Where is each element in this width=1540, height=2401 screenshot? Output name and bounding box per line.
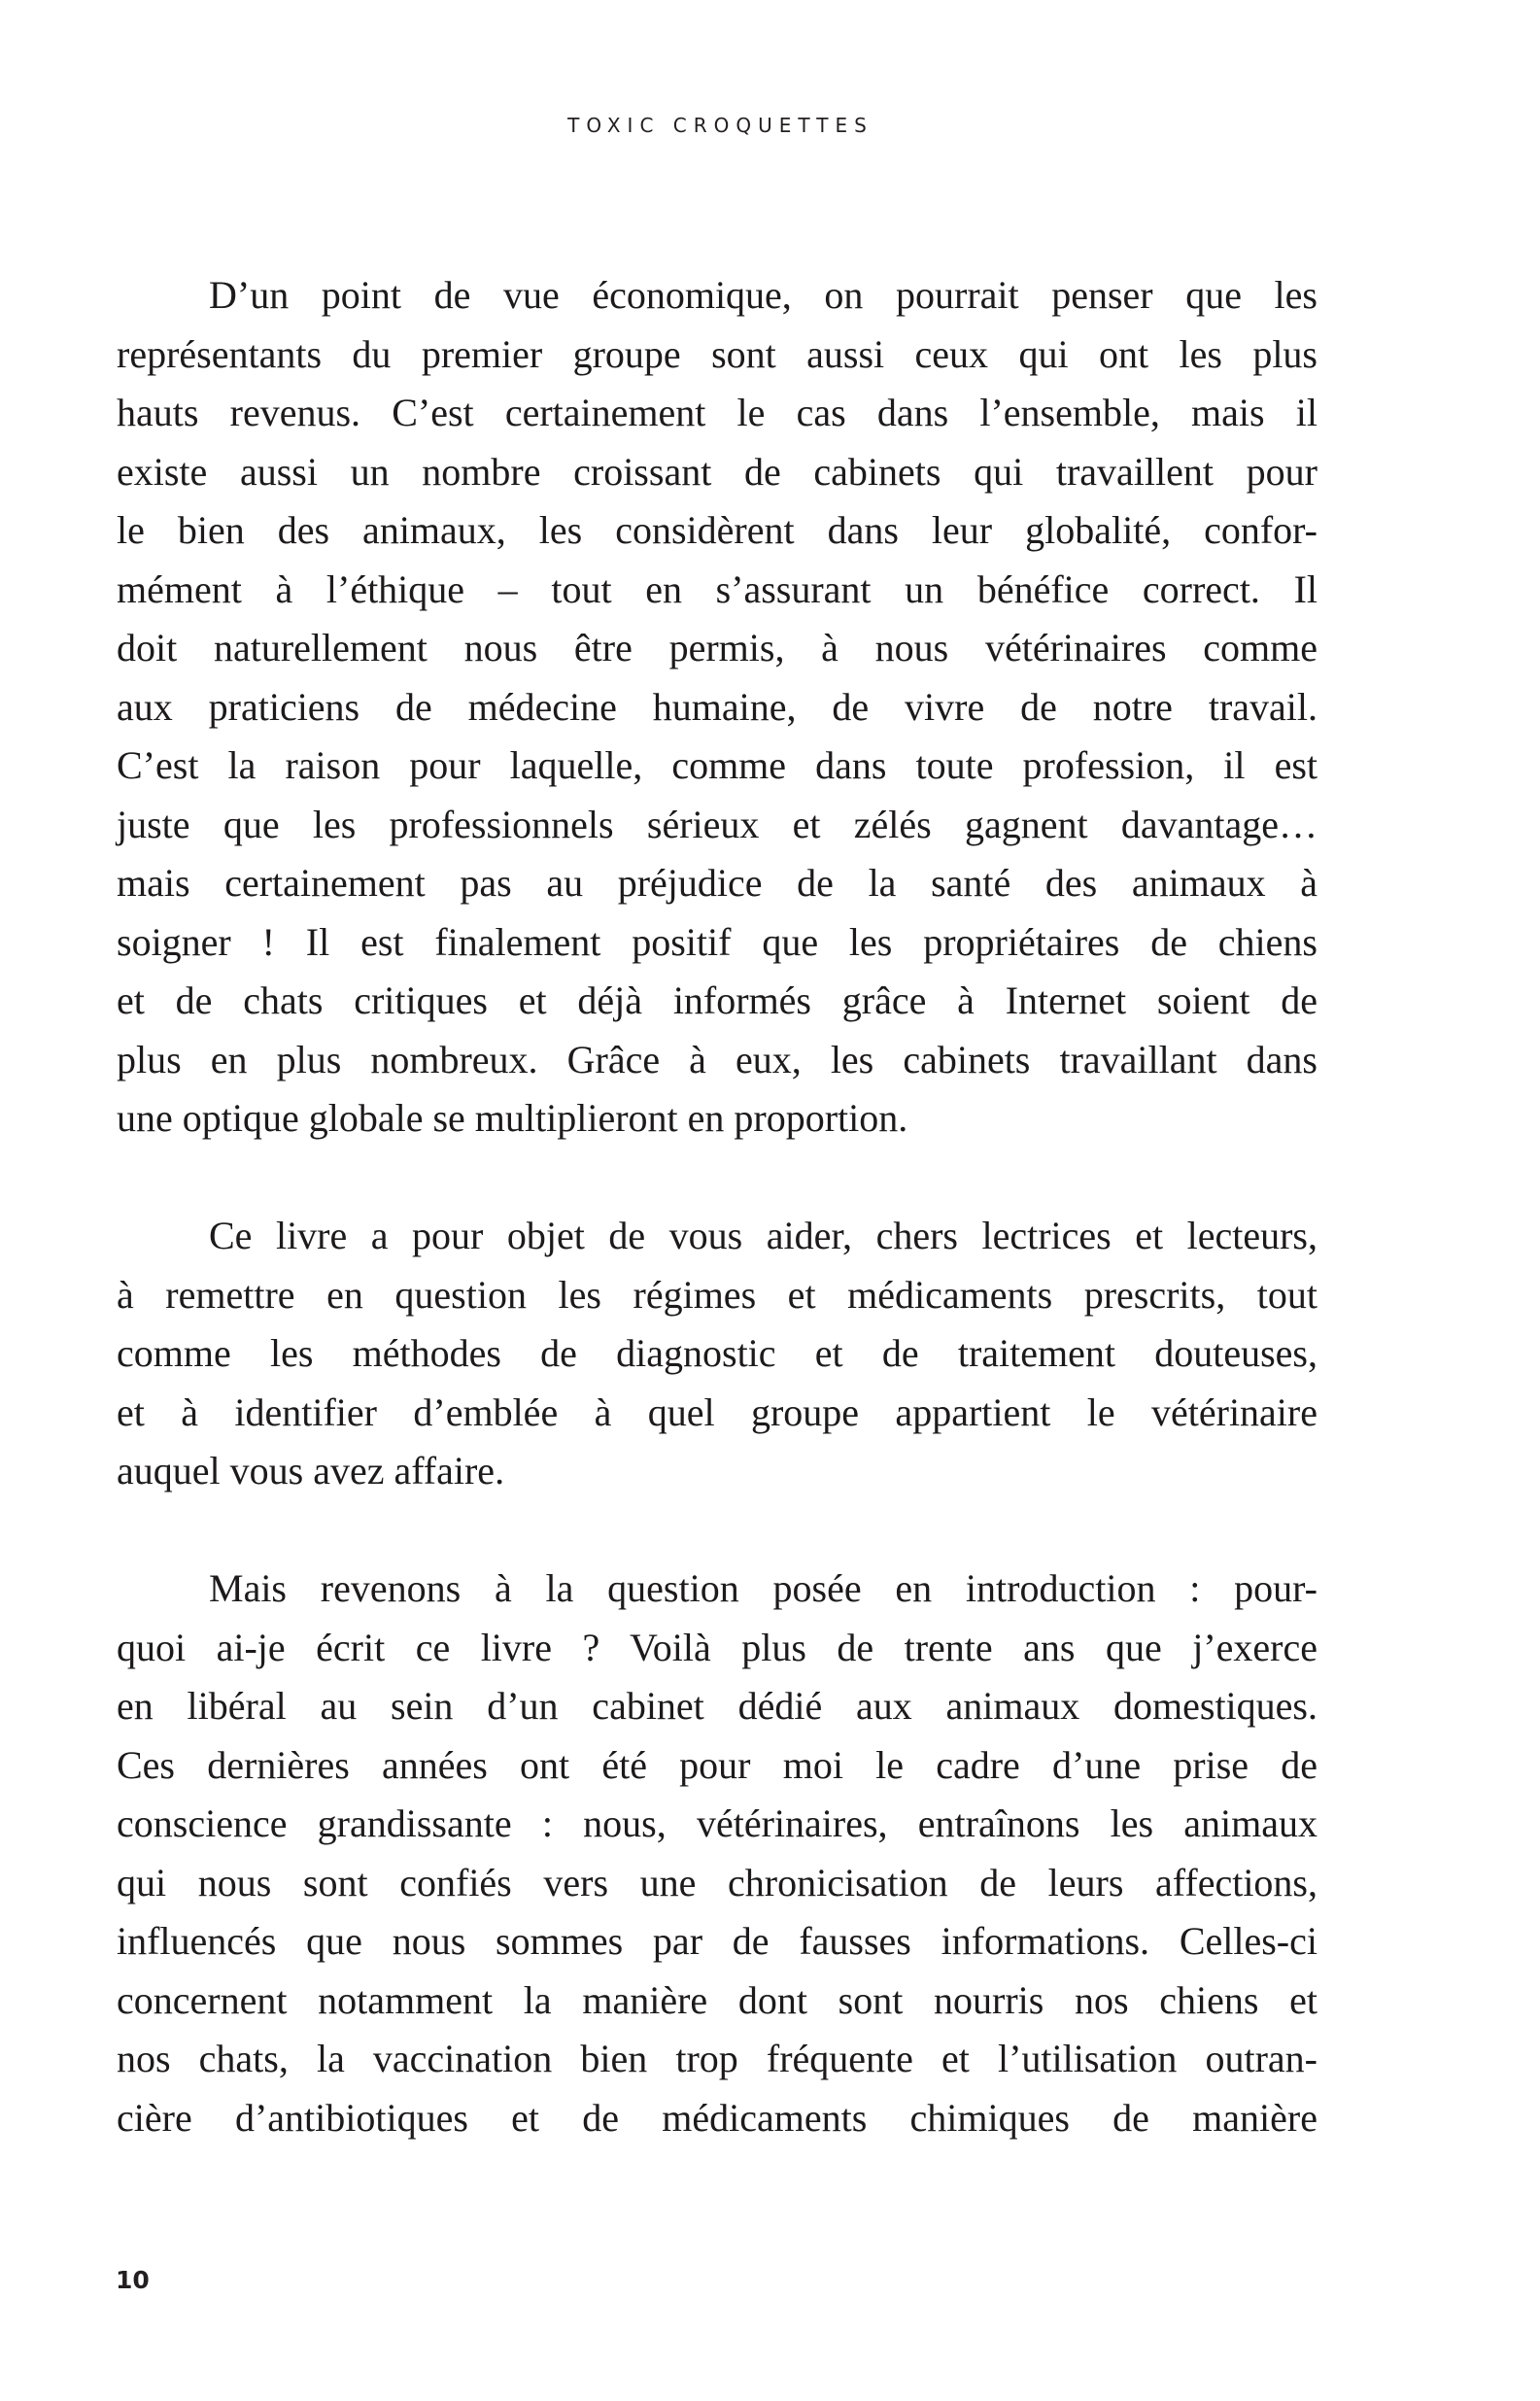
- paragraph: [117, 266, 1318, 1149]
- text-line: quoi ai-je écrit ce livre ? Voilà plus de trente ans que j’exerce: [117, 1625, 1318, 1669]
- text-line: soigner ! Il est finalement positif que les propriétaires de chiens: [117, 919, 1318, 964]
- text-line: doit naturellement nous être permis, à nous vétérinaires comme: [117, 626, 1318, 669]
- text-line: et de chats critiques et déjà informés grâce à Internet soient de: [117, 978, 1318, 1022]
- text-line: auquel vous avez affaire.: [117, 1449, 505, 1492]
- text-line: le bien des animaux, les considèrent dans leur globalité, confor-: [117, 508, 1318, 552]
- text-line: représentants du premier groupe sont aussi ceux qui ont les plus: [117, 331, 1318, 376]
- text-line: conscience grandissante : nous, vétérinaires, entraînons les animaux: [117, 1801, 1318, 1845]
- text-line: mais certainement pas au préjudice de la santé des animaux à: [117, 861, 1318, 905]
- text-line: existe aussi un nombre croissant de cabinets qui travaillent pour: [117, 449, 1318, 494]
- text-line: qui nous sont confiés vers une chronicisation de leurs affections,: [117, 1860, 1318, 1904]
- text-line: concernent notamment la manière dont sont nourris nos chiens et: [117, 1977, 1318, 2022]
- text-line: cière d’antibiotiques et de médicaments chimiques de manière: [117, 2095, 1318, 2140]
- text-line: C’est la raison pour laquelle, comme dans toute profession, il est: [117, 743, 1318, 787]
- text-line: Mais revenons à la question posée en introduction : pour-: [209, 1566, 1318, 1610]
- text-line: une optique globale se multiplieront en proportion.: [117, 1096, 908, 1140]
- running-header: TOXIC CROQUETTES: [567, 114, 873, 137]
- text-line: Ce livre a pour objet de vous aider, chers lectrices et lecteurs,: [209, 1214, 1318, 1257]
- text-line: hauts revenus. C’est certainement le cas dans l’ensemble, mais il: [117, 391, 1318, 434]
- text-line: à remettre en question les régimes et médicaments prescrits, tout: [117, 1272, 1318, 1317]
- text-line: Ces dernières années ont été pour moi le cadre d’une prise de: [117, 1742, 1318, 1787]
- paragraph: [117, 1560, 1318, 2147]
- text-line: D’un point de vue économique, on pourrait penser que les: [209, 273, 1318, 317]
- paragraph: [117, 1207, 1318, 1501]
- text-line: nos chats, la vaccination bien trop fréquente et l’utilisation outran-: [117, 2037, 1318, 2080]
- text-line: influencés que nous sommes par de fausses informations. Celles-ci: [117, 1919, 1318, 1963]
- body-text: [117, 266, 1318, 2207]
- text-line: aux praticiens de médecine humaine, de vivre de notre travail.: [117, 684, 1318, 729]
- text-line: juste que les professionnels sérieux et zélés gagnent davantage…: [117, 802, 1318, 846]
- text-line: comme les méthodes de diagnostic et de traitement douteuses,: [117, 1331, 1318, 1375]
- text-line: mément à l’éthique – tout en s’assurant un bénéfice correct. Il: [117, 566, 1318, 611]
- text-line: en libéral au sein d’un cabinet dédié aux animaux domestiques.: [117, 1684, 1318, 1728]
- page-number: 10: [116, 2266, 150, 2294]
- text-line: plus en plus nombreux. Grâce à eux, les cabinets travaillant dans: [117, 1037, 1318, 1081]
- text-line: et à identifier d’emblée à quel groupe appartient le vétérinaire: [117, 1389, 1318, 1434]
